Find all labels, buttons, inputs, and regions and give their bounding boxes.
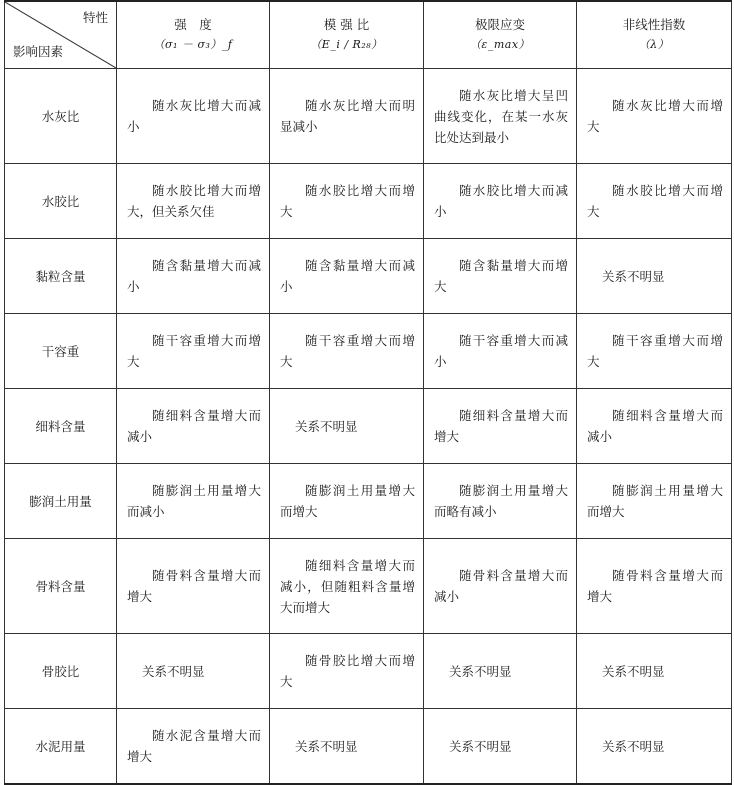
table-cell: 关系不明显 [117,634,270,709]
table-cell: 随膨润土用量增大而增大 [577,464,732,539]
table-cell: 随水泥含量增大而增大 [117,709,270,785]
column-header-modulus-ratio [270,1,424,69]
column-header-strength [117,1,270,69]
table-row [5,709,732,785]
table-cell: 随水灰比增大而明显减小 [270,69,424,164]
column-subtitle: （σ₁ － σ₃）_f [153,38,233,51]
factor-label: 水泥用量 [5,709,117,785]
column-title: 极限应变 [474,17,525,32]
table-cell: 随膨润土用量增大而减小 [117,464,270,539]
factor-label: 细料含量 [5,389,117,464]
table-cell: 关系不明显 [424,634,577,709]
corner-top-label: 特性 [82,10,108,25]
column-header-nonlinear-index [577,1,732,69]
factor-label: 黏粒含量 [5,239,117,314]
column-subtitle: （λ） [638,38,670,51]
factor-label: 水灰比 [5,69,117,164]
table-row [5,69,732,164]
table-cell: 随水胶比增大而增大 [270,164,424,239]
column-subtitle: （E_i / R₂₈） [310,38,383,51]
table-cell: 随干容重增大而增大 [117,314,270,389]
table-cell: 随膨润土用量增大而略有减小 [424,464,577,539]
header-row [5,1,732,69]
factor-label: 膨润土用量 [5,464,117,539]
table-cell: 随细料含量增大而增大 [424,389,577,464]
column-title: 非线性指数 [622,17,686,32]
table-cell: 关系不明显 [270,709,424,785]
column-title: 模 强 比 [323,17,370,32]
table-cell: 随细料含量增大而减小 [117,389,270,464]
table-cell: 关系不明显 [424,709,577,785]
table-cell: 随水灰比增大呈凹曲线变化，在某一水灰比处达到最小 [424,69,577,164]
table-row [5,464,732,539]
column-title: 强 度 [174,17,212,32]
table-cell: 随膨润土用量增大而增大 [270,464,424,539]
table-cell: 随骨料含量增大而增大 [577,539,732,634]
factor-label: 干容重 [5,314,117,389]
table-cell: 随水胶比增大而减小 [424,164,577,239]
table-cell: 随细料含量增大而减小 [577,389,732,464]
table-cell: 关系不明显 [270,389,424,464]
table-cell: 随干容重增大而增大 [270,314,424,389]
table-row [5,634,732,709]
table-cell: 关系不明显 [577,239,732,314]
table-cell: 随骨胶比增大而增大 [270,634,424,709]
corner-header [5,1,117,69]
column-header-ultimate-strain [424,1,577,69]
factor-label: 骨料含量 [5,539,117,634]
table-cell: 随水灰比增大而减小 [117,69,270,164]
table-cell: 随水胶比增大而增大，但关系欠佳 [117,164,270,239]
table-cell: 随骨料含量增大而减小 [424,539,577,634]
table-cell: 随细料含量增大而减小，但随粗料含量增大而增大 [270,539,424,634]
table-cell: 关系不明显 [577,709,732,785]
table-row [5,164,732,239]
table-row [5,539,732,634]
table-cell: 随干容重增大而增大 [577,314,732,389]
corner-bottom-label: 影响因素 [13,44,64,59]
table-cell: 随含黏量增大而增大 [424,239,577,314]
properties-table [4,0,732,785]
table-cell: 随骨料含量增大而增大 [117,539,270,634]
table-cell: 关系不明显 [577,634,732,709]
factor-label: 骨胶比 [5,634,117,709]
table-cell: 随水灰比增大而增大 [577,69,732,164]
column-subtitle: （ε_max） [469,38,531,51]
factor-label: 水胶比 [5,164,117,239]
table-cell: 随干容重增大而减小 [424,314,577,389]
table-row [5,239,732,314]
table-row [5,314,732,389]
table-cell: 随含黏量增大而减小 [117,239,270,314]
table-row [5,389,732,464]
table-cell: 随水胶比增大而增大 [577,164,732,239]
table-cell: 随含黏量增大而减小 [270,239,424,314]
